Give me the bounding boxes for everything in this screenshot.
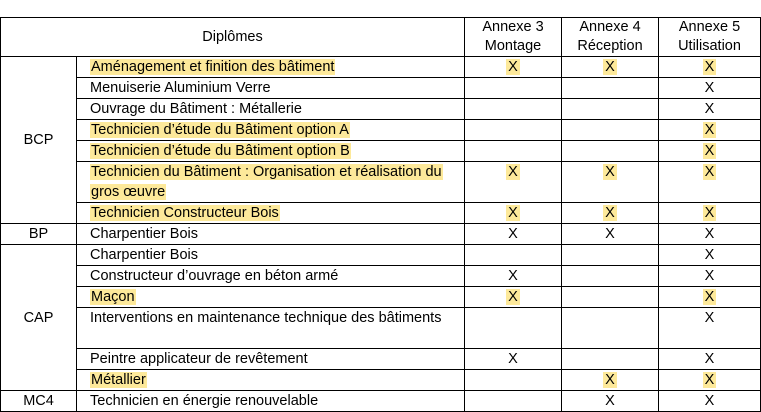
annexe-5-cell	[659, 224, 761, 245]
diploma-name: Technicien du Bâtiment : Organisation et réalisation du gros œuvre	[91, 164, 442, 200]
annexe-3-mark: X	[508, 226, 518, 242]
diploma-cell	[77, 308, 465, 349]
annexe-5-cell	[659, 99, 761, 120]
table-row	[1, 78, 761, 99]
diploma-cell	[77, 141, 465, 162]
diploma-cell	[77, 349, 465, 370]
diploma-name: Technicien d’étude du Bâtiment option A	[91, 122, 349, 138]
group-label: BCP	[1, 57, 77, 224]
table-row	[1, 245, 761, 266]
annexe-3-cell	[465, 349, 562, 370]
annexe-5-cell	[659, 370, 761, 391]
header-annexe-5-title: Annexe 5	[678, 19, 741, 35]
annexe-5-mark: X	[704, 226, 715, 242]
header-annexe-3	[465, 18, 562, 57]
annexe-5-mark: X	[704, 268, 715, 284]
table-row	[1, 391, 761, 412]
annexe-5-cell	[659, 162, 761, 203]
table-row	[1, 266, 761, 287]
diploma-cell	[77, 78, 465, 99]
annexe-3-cell	[465, 203, 562, 224]
annexe-3-cell	[465, 99, 562, 120]
diploma-cell	[77, 203, 465, 224]
table-row	[1, 141, 761, 162]
annexe-4-cell	[562, 203, 659, 224]
diplomas-annexes-table	[0, 17, 761, 412]
annexe-4-cell	[562, 370, 659, 391]
table-body	[1, 57, 761, 412]
annexe-3-cell	[465, 224, 562, 245]
table-row	[1, 287, 761, 308]
annexe-4-cell	[562, 349, 659, 370]
annexe-3-cell	[465, 370, 562, 391]
annexe-4-mark: X	[605, 59, 615, 75]
annexe-5-mark: X	[704, 247, 715, 263]
annexe-5-mark: X	[704, 393, 715, 409]
table-row	[1, 162, 761, 203]
diploma-cell	[77, 57, 465, 78]
annexe-3-cell	[465, 308, 562, 349]
table-row	[1, 308, 761, 349]
annexe-3-mark: X	[508, 268, 518, 284]
diploma-cell	[77, 99, 465, 120]
annexe-5-cell	[659, 245, 761, 266]
header-annexe-4-subtitle: Réception	[577, 38, 643, 54]
header-annexe-3-title: Annexe 3	[482, 19, 544, 35]
annexe-3-cell	[465, 391, 562, 412]
annexe-5-mark: X	[704, 310, 715, 326]
table-row	[1, 99, 761, 120]
annexe-3-cell	[465, 245, 562, 266]
diploma-cell	[77, 245, 465, 266]
annexe-3-cell	[465, 266, 562, 287]
header-annexe-4-title: Annexe 4	[579, 19, 641, 35]
annexe-4-cell	[562, 57, 659, 78]
annexe-4-cell	[562, 78, 659, 99]
annexe-5-cell	[659, 78, 761, 99]
annexe-5-cell	[659, 391, 761, 412]
annexe-3-cell	[465, 78, 562, 99]
annexe-4-cell	[562, 266, 659, 287]
diploma-name: Charpentier Bois	[90, 226, 198, 242]
annexe-5-mark: X	[704, 80, 715, 96]
table-row	[1, 57, 761, 78]
diploma-cell	[77, 224, 465, 245]
diploma-cell	[77, 370, 465, 391]
annexe-4-cell	[562, 391, 659, 412]
annexe-5-cell	[659, 308, 761, 349]
annexe-3-cell	[465, 287, 562, 308]
header-annexe-4	[562, 18, 659, 57]
annexe-5-mark: X	[704, 351, 715, 367]
annexe-5-mark: X	[704, 59, 715, 75]
annexe-4-cell	[562, 141, 659, 162]
diploma-name: Menuiserie Aluminium Verre	[90, 80, 271, 96]
table-row	[1, 224, 761, 245]
annexe-5-mark: X	[704, 289, 715, 305]
annexe-5-mark: X	[704, 122, 715, 138]
annexe-4-cell	[562, 162, 659, 203]
diploma-cell	[77, 391, 465, 412]
header-diplomes: Diplômes	[1, 18, 465, 57]
annexe-5-mark: X	[704, 205, 715, 221]
header-annexe-3-subtitle: Montage	[484, 38, 542, 54]
annexe-4-mark: X	[605, 205, 615, 221]
annexe-5-mark: X	[704, 164, 715, 180]
group-label: MC4	[1, 391, 77, 412]
diploma-name: Peintre applicateur de revêtement	[90, 351, 308, 367]
annexe-3-cell	[465, 57, 562, 78]
annexe-4-mark: X	[605, 226, 615, 242]
group-label: CAP	[1, 245, 77, 391]
annexe-4-mark: X	[605, 393, 615, 409]
diploma-cell	[77, 266, 465, 287]
diploma-name: Constructeur d’ouvrage en béton armé	[90, 268, 339, 284]
annexe-5-mark: X	[704, 372, 715, 388]
table-row	[1, 349, 761, 370]
annexe-3-cell	[465, 141, 562, 162]
annexe-4-cell	[562, 308, 659, 349]
diploma-name: Technicien Constructeur Bois	[91, 205, 279, 221]
annexe-4-mark: X	[605, 372, 615, 388]
annexe-3-cell	[465, 162, 562, 203]
annexe-5-cell	[659, 120, 761, 141]
diploma-cell	[77, 162, 465, 203]
diploma-cell	[77, 120, 465, 141]
header-annexe-5	[659, 18, 761, 57]
diploma-cell	[77, 287, 465, 308]
annexe-5-cell	[659, 266, 761, 287]
diploma-name: Aménagement et finition des bâtiment	[91, 59, 335, 75]
header-annexe-5-subtitle: Utilisation	[678, 38, 741, 54]
table-row	[1, 203, 761, 224]
diploma-name: Technicien en énergie renouvelable	[90, 393, 319, 409]
annexe-5-mark: X	[704, 143, 715, 159]
annexe-5-cell	[659, 203, 761, 224]
annexe-3-mark: X	[508, 164, 518, 180]
header-row	[1, 18, 761, 57]
diploma-name: Charpentier Bois	[90, 247, 198, 263]
table-row	[1, 370, 761, 391]
annexe-4-cell	[562, 287, 659, 308]
annexe-3-mark: X	[508, 205, 518, 221]
annexe-3-mark: X	[508, 289, 518, 305]
diploma-name: Maçon	[91, 289, 135, 305]
annexe-4-mark: X	[605, 164, 615, 180]
annexe-4-cell	[562, 120, 659, 141]
diploma-name: Ouvrage du Bâtiment : Métallerie	[90, 101, 302, 117]
annexe-5-cell	[659, 57, 761, 78]
diploma-name: Métallier	[91, 372, 146, 388]
annexe-4-cell	[562, 224, 659, 245]
annexe-3-mark: X	[508, 59, 518, 75]
annexe-3-mark: X	[508, 351, 518, 367]
annexe-5-cell	[659, 349, 761, 370]
table-row	[1, 120, 761, 141]
annexe-3-cell	[465, 120, 562, 141]
annexe-5-cell	[659, 141, 761, 162]
group-label: BP	[1, 224, 77, 245]
annexe-5-cell	[659, 287, 761, 308]
annexe-4-cell	[562, 245, 659, 266]
annexe-4-cell	[562, 99, 659, 120]
diploma-name: Technicien d’étude du Bâtiment option B	[91, 143, 350, 159]
diploma-name: Interventions en maintenance technique des bâtiments	[90, 310, 442, 326]
annexe-5-mark: X	[704, 101, 715, 117]
